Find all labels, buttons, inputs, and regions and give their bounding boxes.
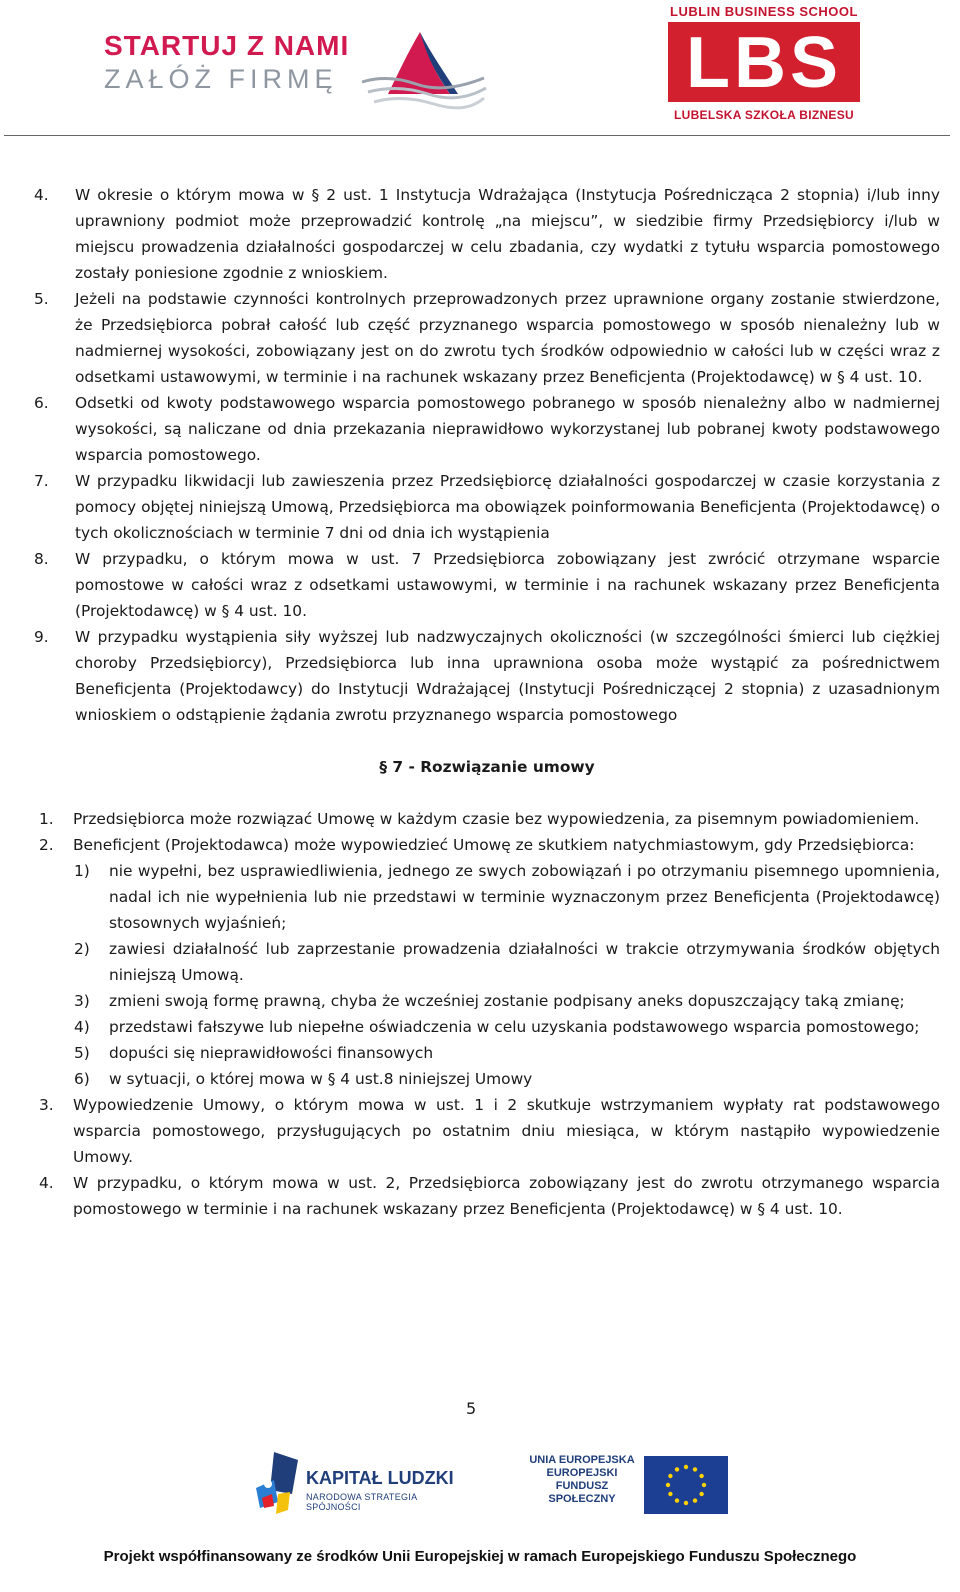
list-item [34,468,940,546]
startuj-logo [104,30,349,96]
list-item [34,182,940,286]
sub-list-item [34,1014,940,1040]
list-item [34,390,940,468]
list-item [34,624,940,728]
sub-item-text: przedstawi fałszywe lub niepełne oświadczenia w celu uzyskania podstawowego wsparcia pomostowego; [109,1018,920,1036]
list-item [34,806,940,832]
kapital-ludzki-subtitle: NARODOWA STRATEGIA SPÓJNOŚCI [306,1492,417,1512]
kapital-ludzki-title: KAPITAŁ LUDZKI [306,1468,454,1488]
list-item-number: 3. [39,1096,54,1114]
list-item [34,546,940,624]
sub-list-item [34,1066,940,1092]
list-item-number: 4. [34,186,49,204]
eu-logo-text [522,1454,642,1506]
list-item-number: 9. [34,628,49,646]
list-item-number: 1. [39,810,54,828]
eu-line2: EUROPEJSKI [546,1467,618,1479]
eu-flag-icon [644,1456,728,1514]
eu-line1: UNIA EUROPEJSKA [529,1454,635,1466]
sub-item-text: dopuści się nieprawidłowości finansowych [109,1044,434,1062]
sub-item-number: 4) [74,1018,90,1036]
startuj-logo-subtitle: ZAŁÓŻ FIRMĘ [104,64,338,94]
list-item-number: 2. [39,836,54,854]
list-item-text: W przypadku likwidacji lub zawieszenia przez Przedsiębiorcę działalności gospodarczej w czasie korzystania z pomocy objętej niniejszą Umową, Przedsiębiorca ma obowiązek poinformowania Beneficjenta (Projektodawcę) o tych okolicznościach w terminie 7 dni od dnia ich wystąpienia [75,472,940,542]
list-item [34,286,940,390]
list-item-text: Jeżeli na podstawie czynności kontrolnych przeprowadzonych przez uprawnione organy zostanie stwierdzone, że Przedsiębiorca pobrał całość lub część przyznanego wsparcia pomostowego w sposób nienależny lub w nadmiernej wysokości, zobowiązany jest on do zwrotu tych środków odpowiednio w całości lub w części wraz z odsetkami ustawowymi, w terminie i na rachunek wskazany przez Beneficjenta (Projektodawcę) w § 4 ust. 10. [75,290,940,386]
sub-list-item [34,858,940,936]
sailboat-icon [358,22,488,112]
list-item-text: W przypadku wystąpienia siły wyższej lub nadzwyczajnych okoliczności (w szczególności śmierci lub ciężkiej choroby Przedsiębiorcy), Przedsiębiorca lub inna uprawniona osoba może wystąpić za pośrednictwem Beneficjenta (Projektodawcy) do Instytucji Wdrażającej (Instytucji Pośredniczącej 2 stopnia) z uzasadnionym wnioskiem o odstąpienie żądania zwrotu przyznanego wsparcia pomostowego [75,628,940,724]
list-item-number: 8. [34,550,49,568]
sub-item-text: nie wypełni, bez usprawiedliwienia, jednego ze swych zobowiązań i po otrzymaniu pisemnego upomnienia, nadal ich nie wypełnienia lub nie przedstawi w terminie wyznaczonym przez Beneficjenta (Projektodawcę) stosownych wyjaśnień; [109,862,940,932]
kapital-ludzki-logo [252,1450,462,1520]
startuj-logo-title: STARTUJ Z NAMI [104,30,350,61]
list-item-text: Beneficjent (Projektodawca) może wypowiedzieć Umowę ze skutkiem natychmiastowym, gdy Przedsiębiorca: [73,836,915,854]
list-item-text: Wypowiedzenie Umowy, o którym mowa w ust. 1 i 2 skutkuje wstrzymaniem wypłaty rat podstawowego wsparcia pomostowego, przysługujących po ostatnim dniu miesiąca, w którym nastąpiło wypowiedzenie Umowy. [73,1096,940,1166]
lbs-logo [668,4,860,120]
sub-list-item [34,988,940,1014]
document-body [34,182,940,1222]
list-item-text: W przypadku, o którym mowa w ust. 2, Przedsiębiorca zobowiązany jest do zwrotu otrzymanego wsparcia pomostowego w terminie i na rachunek wskazany przez Beneficjenta (Projektodawcę) w § 4 ust. 10. [73,1174,940,1218]
section-title: § 7 - Rozwiązanie umowy [379,758,595,776]
eu-line3: FUNDUSZ SPOŁECZNY [548,1480,616,1505]
header-divider [4,135,950,136]
page-header [0,0,960,136]
list-item-text: W okresie o którym mowa w § 2 ust. 1 Instytucja Wdrażająca (Instytucja Pośrednicząca 2 stopnia) i/lub inny uprawniony podmiot może przeprowadzić kontrolę „na miejscu”, w siedzibie firmy Przedsiębiorcy i/lub w miejscu prowadzenia działalności gospodarczej w celu zbadania, czy wydatki z tytułu wsparcia pomostowego zostały poniesione zgodnie z wnioskiem. [75,186,940,282]
funding-statement: Projekt współfinansowany ze środków Unii Europejskiej w ramach Europejskiego Funduszu Społecznego [103,1548,857,1565]
page-number: 5 [466,1399,477,1418]
list-item-number: 7. [34,472,49,490]
lbs-logo-bottom-text: LUBELSKA SZKOŁA BIZNESU [673,108,854,122]
sub-item-number: 3) [74,992,90,1010]
lbs-logo-mark: LBS [668,22,860,102]
list-item [34,1092,940,1170]
list-item-text: W przypadku, o którym mowa w ust. 7 Przedsiębiorca zobowiązany jest zwrócić otrzymane wsparcie pomostowe w całości wraz z odsetkami ustawowymi, w terminie i na rachunek wskazany przez Beneficjenta (Projektodawcę) w § 4 ust. 10. [75,550,940,620]
list-item [34,1170,940,1222]
sub-item-number: 2) [74,940,90,958]
sub-item-number: 1) [74,862,90,880]
sub-item-number: 5) [74,1044,90,1062]
sub-item-text: zmieni swoją formę prawną, chyba że wcześniej zostanie podpisany aneks dopuszczający taką zmianę; [109,992,905,1010]
sub-item-number: 6) [74,1070,90,1088]
sub-item-text: w sytuacji, o której mowa w § 4 ust.8 niniejszej Umowy [109,1070,533,1088]
sub-list-item [34,1040,940,1066]
list-item-number: 5. [34,290,49,308]
list-item-number: 4. [39,1174,54,1192]
list-item-number: 6. [34,394,49,412]
eu-logo [508,1442,740,1530]
sub-list-item [34,936,940,988]
list-item [34,832,940,858]
lbs-logo-top-text: LUBLIN BUSINESS SCHOOL [670,4,858,19]
kapital-ludzki-icon [252,1450,302,1520]
list-item-text: Odsetki od kwoty podstawowego wsparcia pomostowego pobranego w sposób nienależny albo w nadmiernej wysokości, są naliczane od dnia przekazania nieprawidłowo wykorzystanej lub pobranej kwoty podstawowego wsparcia pomostowego. [75,394,940,464]
section-list [34,806,940,1222]
list-item-text: Przedsiębiorca może rozwiązać Umowę w każdym czasie bez wypowiedzenia, za pisemnym powiadomieniem. [73,810,920,828]
sub-item-text: zawiesi działalność lub zaprzestanie prowadzenia działalności w trakcie otrzymywania środków objętych niniejszą Umową. [109,940,940,984]
